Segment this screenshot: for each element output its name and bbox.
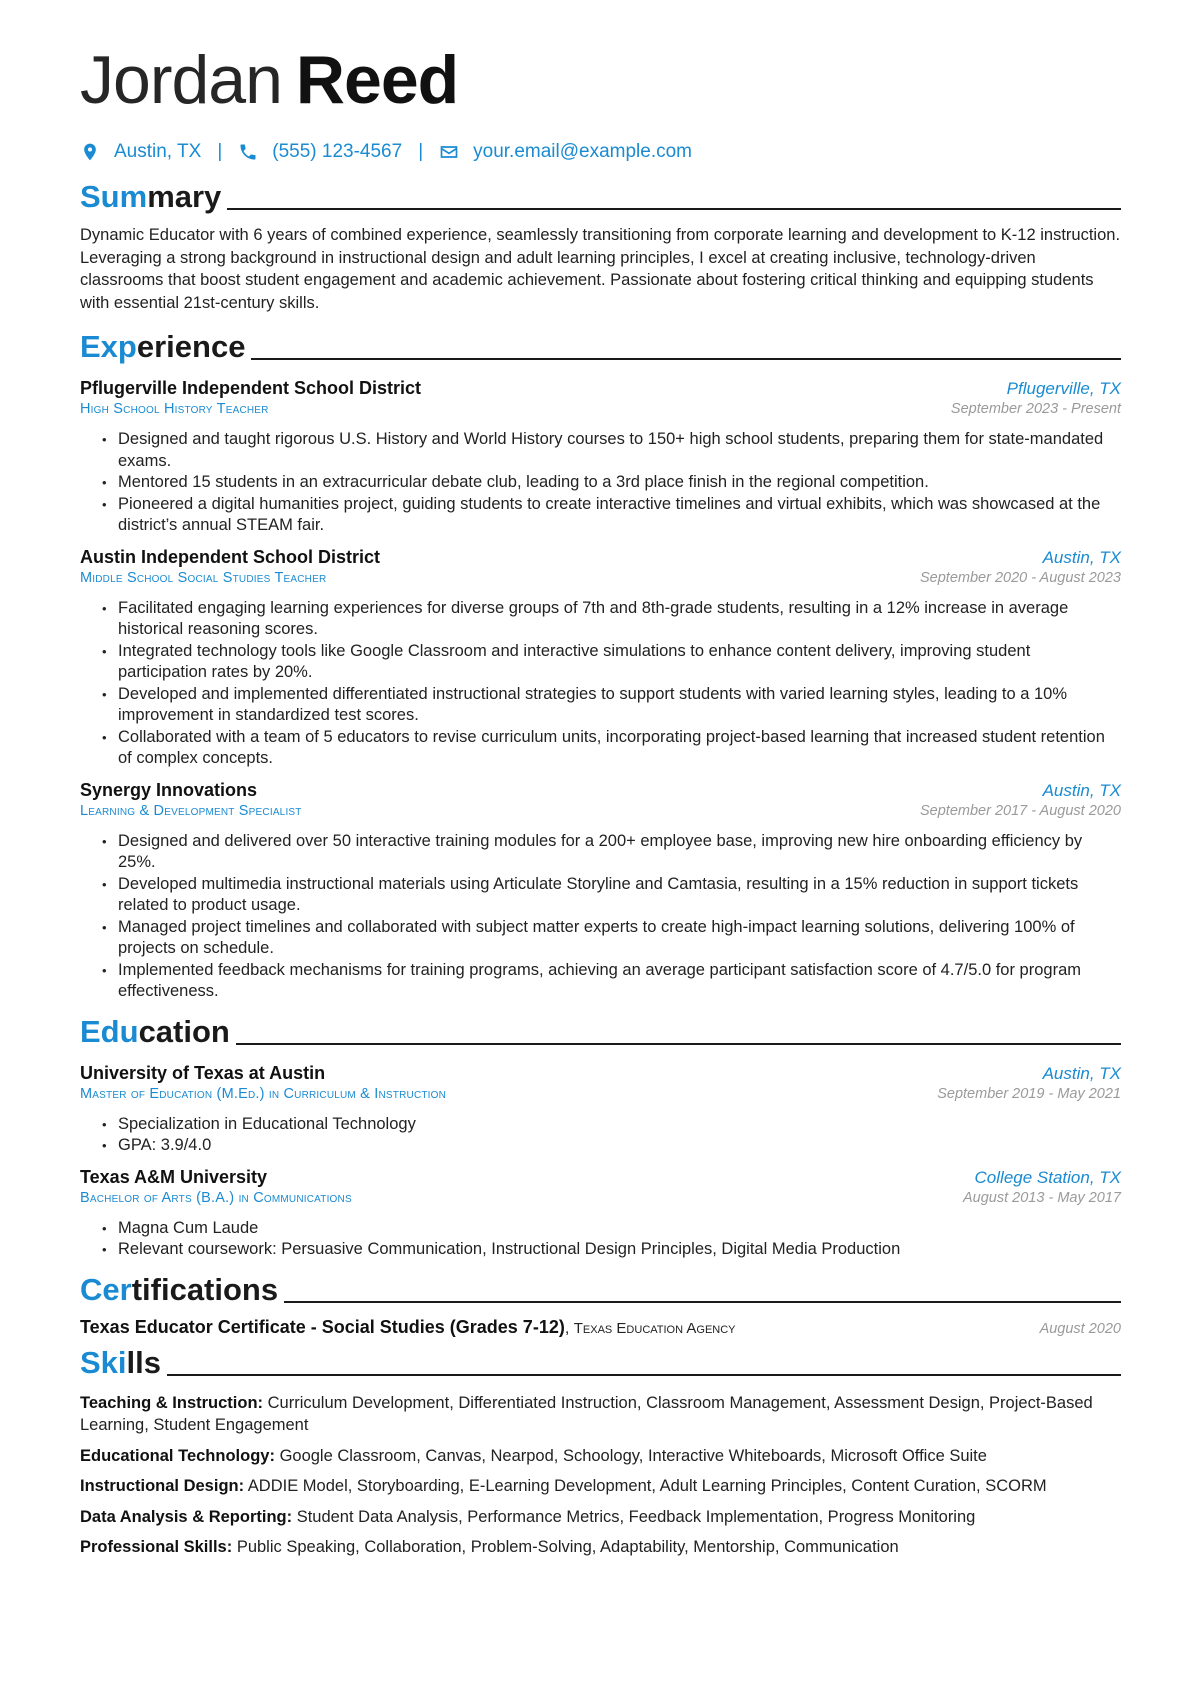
section-rule [227,208,1121,210]
bullet-item: • Designed and delivered over 50 interactive training modules for a 200+ employee base, improving new hire onboarding efficiency by 25%. [102,831,1121,874]
skill-label: Instructional Design: [80,1477,245,1495]
bullet-item: • Magna Cum Laude [102,1218,1121,1240]
school-name: Texas A&M University [80,1166,268,1187]
bullet-list [80,831,1121,1003]
certification-text: Texas Educator Certificate - Social Studies (Grades 7-12), Texas Education Agency [80,1316,736,1337]
bullet-item: • Collaborated with a team of 5 educators to revise curriculum units, incorporating project-based learning that increased student retention of complex concepts. [102,727,1121,770]
experience-entry [80,780,1121,1003]
entry-dates: September 2020 - August 2023 [920,569,1121,586]
candidate-name [80,38,1121,122]
certification-entry [80,1317,1121,1338]
job-title: Learning & Development Specialist [80,802,302,819]
section-title: Skills [80,1344,161,1380]
skill-row [80,1506,1121,1529]
contact-separator: | [217,141,223,162]
bullet-item: • Pioneered a digital humanities project, guiding students to create interactive timelines and virtual exhibits, which was showcased at the district’s annual STEAM fair. [102,494,1121,537]
bullet-item: • Implemented feedback mechanisms for training programs, achieving an average participant satisfaction score of 4.7/5.0 for program effectiveness. [102,960,1121,1003]
degree: Master of Education (M.Ed.) in Curriculum & Instruction [80,1085,447,1102]
contact-separator: | [418,141,424,162]
email-text[interactable]: your.email@example.com [473,141,692,162]
skill-values: Curriculum Development, Differentiated Instruction, Classroom Management, Assessment Design, Project-Based Learning, Student Engagement [80,1393,1093,1434]
experience-entry [80,378,1121,537]
degree: Bachelor of Arts (B.A.) in Communications [80,1189,352,1206]
bullet-item: • Relevant coursework: Persuasive Communication, Instructional Design Principles, Digital Media Production [102,1239,1121,1261]
education-entry [80,1167,1121,1261]
bullet-item: • Mentored 15 students in an extracurricular debate club, leading to a 3rd place finish in the regional competition. [102,472,1121,494]
contact-phone[interactable] [238,141,402,163]
certification-title: Texas Educator Certificate - Social Studies (Grades 7-12) [80,1316,565,1337]
contact-bar [80,138,1121,166]
contact-location [80,141,201,163]
bullet-item: • Integrated technology tools like Google Classroom and interactive simulations to enhance content delivery, improving student participation rates by 20%. [102,641,1121,684]
map-pin-icon [80,142,100,162]
entry-location: Austin, TX [1042,780,1121,800]
resume-page [80,38,1121,1559]
bullet-list [80,429,1121,537]
first-name: Jordan [80,42,282,118]
skill-label: Educational Technology: [80,1446,275,1465]
contact-email[interactable] [439,141,692,163]
bullet-item: • Developed multimedia instructional materials using Articulate Storyline and Camtasia, resulting in a 15% reduction in support tickets related to product usage. [102,874,1121,917]
bullet-list [80,1114,1121,1157]
section-rule [284,1301,1121,1303]
entry-location: Austin, TX [1042,547,1121,567]
job-title: High School History Teacher [80,401,269,417]
bullet-item: • Developed and implemented differentiated instructional strategies to support students with varied learning styles, leading to a 10% improvement in standardized test scores. [102,684,1121,727]
section-skills-heading [80,1340,1121,1382]
summary-text: Dynamic Educator with 6 years of combined experience, seamlessly transitioning from corporate learning and development to K-12 instruction. Leveraging a strong background in instructional design and adult learning principles, I excel at creating inclusive, technology-driven classrooms that boost student engagement and academic achievement. Passionate about fostering critical thinking and equipping students with essential 21st-century skills. [80,226,1121,312]
bullet-list [80,1218,1121,1261]
certification-issuer: Texas Education Agency [573,1319,736,1337]
section-rule [236,1043,1121,1045]
section-summary-heading [80,174,1121,216]
skill-values: Student Data Analysis, Performance Metrics, Feedback Implementation, Progress Monitoring [296,1507,976,1526]
section-title: Summary [80,179,222,214]
entry-dates: August 2013 - May 2017 [963,1189,1121,1206]
last-name: Reed [295,42,459,118]
bullet-item: • GPA: 3.9/4.0 [102,1135,1121,1157]
bullet-item: • Managed project timelines and collaborated with subject matter experts to create high-impact learning solutions, delivering 100% of projects on schedule. [102,917,1121,960]
skill-row [80,1445,1121,1468]
bullet-item: • Facilitated engaging learning experiences for diverse groups of 7th and 8th-grade students, resulting in a 12% increase in average historical reasoning scores. [102,598,1121,641]
section-certifications-heading [80,1267,1121,1309]
skill-label: Data Analysis & Reporting: [80,1507,293,1526]
entry-dates: September 2019 - May 2021 [937,1085,1121,1102]
phone-icon [238,142,258,162]
bullet-item: • Designed and taught rigorous U.S. History and World History courses to 150+ high school students, preparing them for state-mandated exams. [102,429,1121,472]
skill-values: ADDIE Model, Storyboarding, E-Learning Development, Adult Learning Principles, Content Curation, SCORM [247,1477,1047,1495]
experience-entry [80,547,1121,770]
skill-row [80,1475,1121,1498]
bullet-item: • Specialization in Educational Technology [102,1114,1121,1136]
employer-name: Pflugerville Independent School District [80,378,422,398]
skill-values: Public Speaking, Collaboration, Problem-Solving, Adaptability, Mentorship, Communication [236,1538,899,1556]
skill-values: Google Classroom, Canvas, Nearpod, Schoology, Interactive Whiteboards, Microsoft Office Suite [279,1446,987,1465]
entry-dates: September 2017 - August 2020 [920,802,1121,819]
skill-row [80,1392,1121,1437]
entry-dates: September 2023 - Present [950,401,1121,417]
entry-location: Pflugerville, TX [1006,379,1121,398]
section-rule [167,1374,1121,1376]
skill-label: Teaching & Instruction: [80,1393,264,1412]
section-title: Experience [80,329,246,364]
job-title: Middle School Social Studies Teacher [80,569,327,586]
certification-date: August 2020 [1039,1320,1121,1337]
section-title: Education [80,1013,230,1049]
section-rule [251,358,1121,360]
section-title: Certifications [80,1271,279,1307]
location-text: Austin, TX [114,141,202,162]
skill-row [80,1536,1121,1559]
bullet-list [80,598,1121,770]
school-name: University of Texas at Austin [80,1062,326,1083]
employer-name: Austin Independent School District [80,546,381,567]
envelope-icon [439,142,459,162]
phone-text[interactable]: (555) 123-4567 [272,141,403,162]
employer-name: Synergy Innovations [80,779,258,800]
entry-location: Austin, TX [1042,1063,1121,1083]
skill-label: Professional Skills: [80,1538,233,1556]
section-experience-heading [80,324,1121,366]
education-entry [80,1063,1121,1157]
entry-location: College Station, TX [974,1167,1121,1187]
section-education-heading [80,1009,1121,1051]
